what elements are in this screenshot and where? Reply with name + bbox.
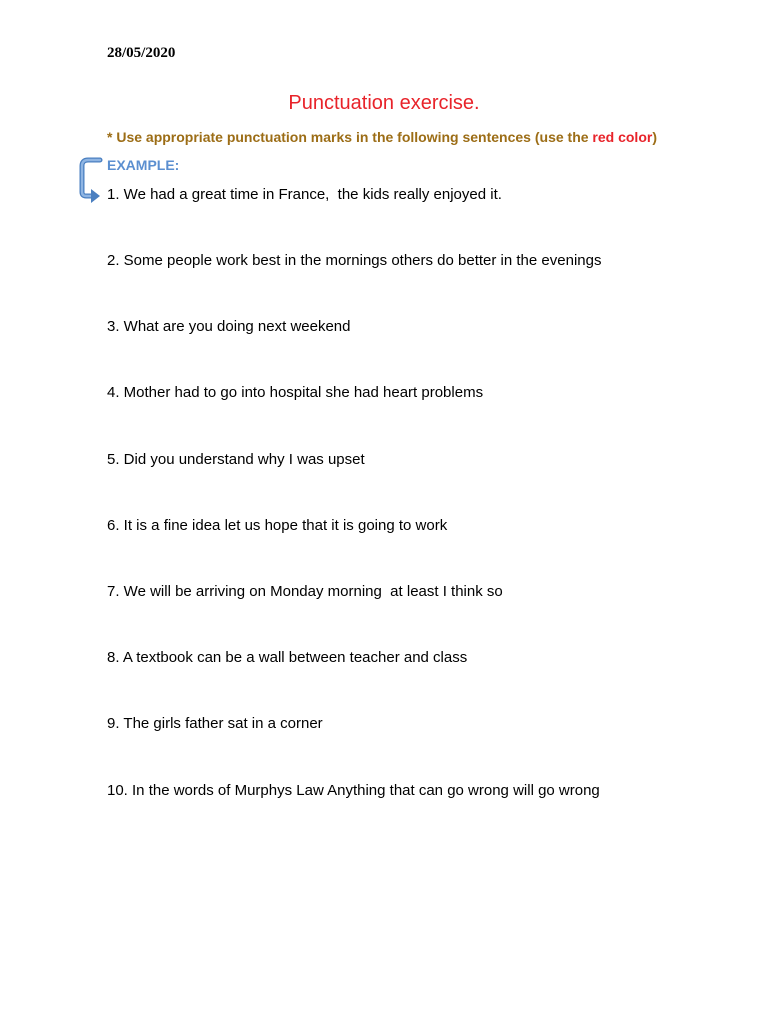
sentence-7: 7. We will be arriving on Monday morning at least I think so bbox=[107, 583, 503, 600]
sentence-2: 2. Some people work best in the mornings others do better in the evenings bbox=[107, 252, 602, 269]
sentence-1: 1. We had a great time in France, the kids really enjoyed it. bbox=[107, 186, 502, 203]
sentence-9: 9. The girls father sat in a corner bbox=[107, 715, 323, 732]
sentence-4: 4. Mother had to go into hospital she had heart problems bbox=[107, 384, 484, 401]
document-date: 28/05/2020 bbox=[107, 45, 176, 61]
instruction-suffix: ) bbox=[652, 129, 657, 145]
sentence-3: 3. What are you doing next weekend bbox=[107, 318, 351, 335]
sentence-10: 10. In the words of Murphys Law Anything that can go wrong will go wrong bbox=[107, 782, 600, 799]
sentence-6: 6. It is a fine idea let us hope that it is going to work bbox=[107, 517, 448, 534]
sentence-8: 8. A textbook can be a wall between teacher and class bbox=[107, 649, 468, 666]
example-label: EXAMPLE: bbox=[107, 157, 180, 173]
instruction-highlight: red color bbox=[592, 129, 653, 145]
curved-arrow-icon bbox=[78, 156, 106, 206]
instruction-text bbox=[107, 129, 657, 145]
instruction-prefix: * Use appropriate punctuation marks in the following sentences (use the bbox=[107, 129, 593, 145]
sentence-5: 5. Did you understand why I was upset bbox=[107, 451, 365, 468]
page-title: Punctuation exercise. bbox=[288, 92, 480, 114]
